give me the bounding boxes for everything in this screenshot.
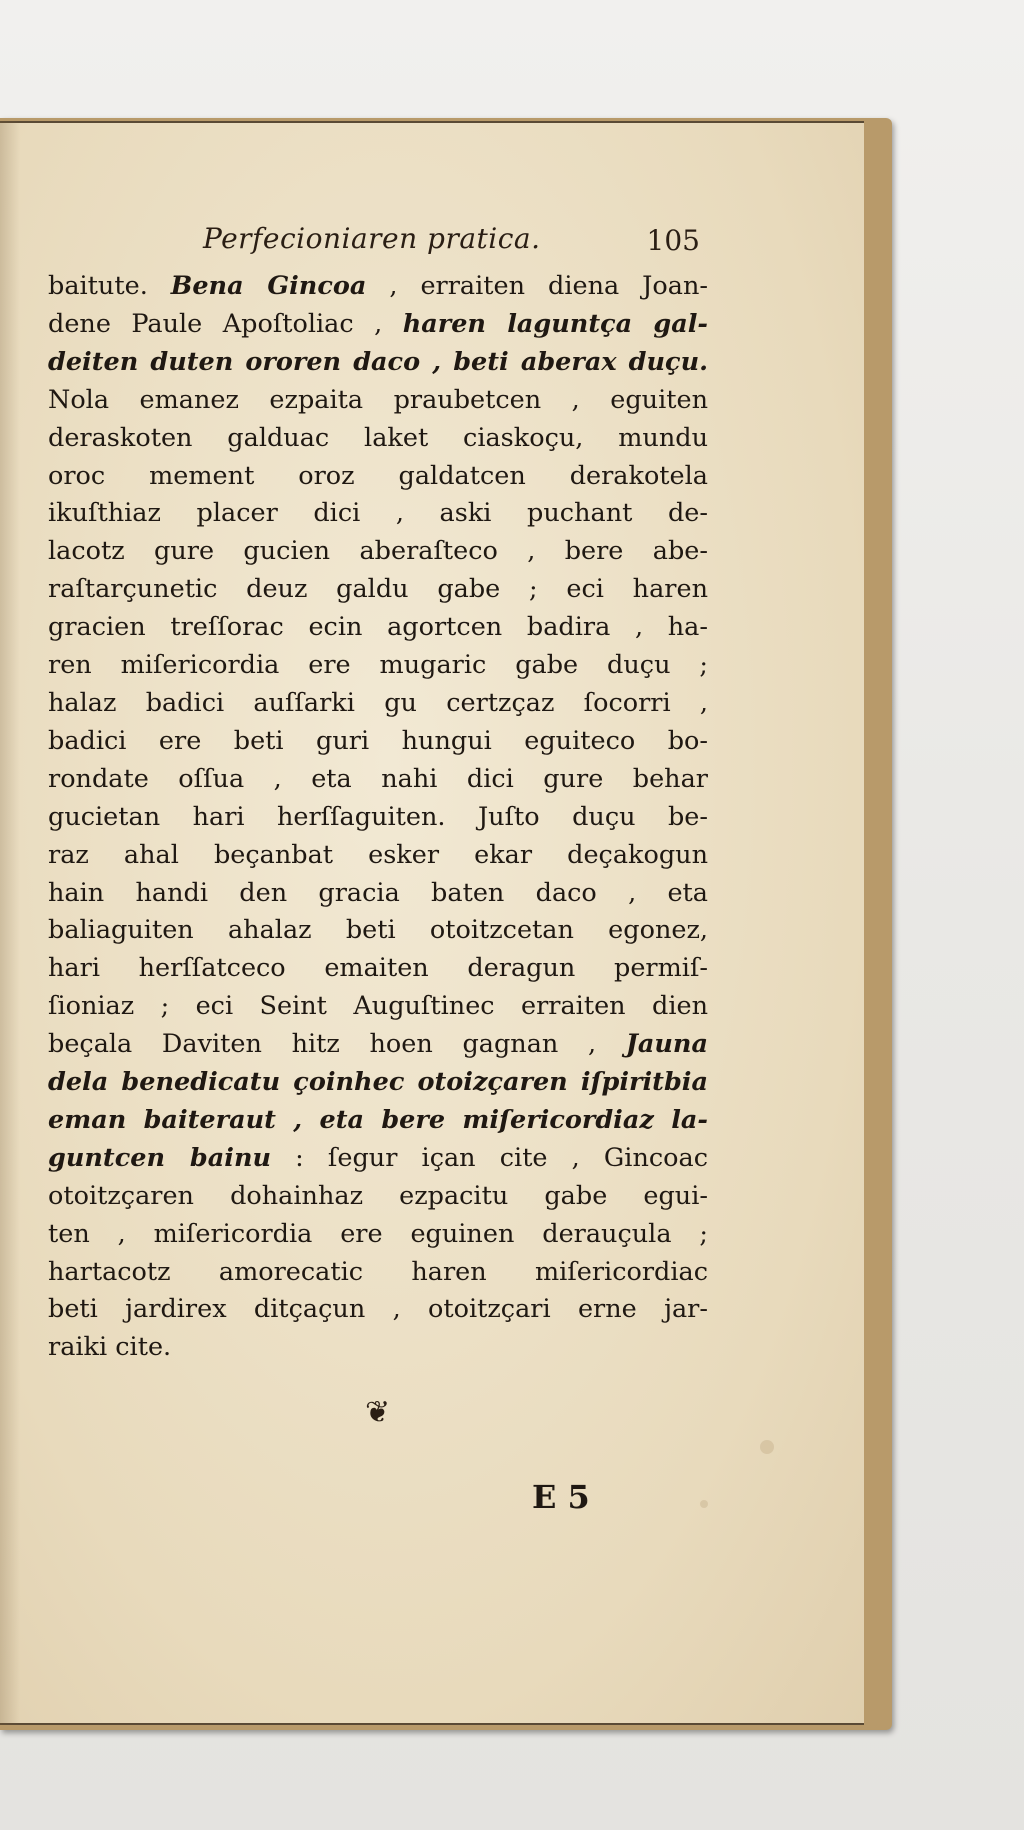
text-line <box>48 344 708 382</box>
text-segment: raſtarçunetic deuz galdu gabe ; eci haren <box>48 574 708 605</box>
text-segment: raiki cite. <box>48 1332 172 1363</box>
text-segment: ten , miſericordia ere eguinen derauçula ; <box>48 1218 708 1249</box>
text-line <box>48 495 708 533</box>
page-header <box>48 222 700 266</box>
text-segment: : ſegur içan cite , Gincoac <box>271 1142 709 1173</box>
text-segment: badici ere beti guri hungui eguiteco bo- <box>48 725 708 756</box>
text-segment: deraskoten galduac laket ciaskoçu, mundu <box>48 422 708 453</box>
running-head: Perfecioniaren pratica. <box>203 222 541 255</box>
text-line <box>48 268 708 306</box>
text-line <box>48 1216 708 1254</box>
text-line <box>48 1140 708 1178</box>
text-segment: ren miſericordia ere mugaric gabe duçu ; <box>48 650 708 681</box>
text-line <box>48 723 708 761</box>
text-segment: rondate oſſua , eta nahi dici gure behar <box>48 763 708 794</box>
text-line <box>48 875 708 913</box>
text-line <box>48 647 708 685</box>
text-line <box>48 988 708 1026</box>
italic-segment: Jauna <box>625 1029 708 1060</box>
text-segment: gracien treſſorac ecin agortcen badira , ha- <box>48 612 708 643</box>
text-line <box>48 685 708 723</box>
text-line <box>48 571 708 609</box>
text-line <box>48 761 708 799</box>
text-segment: oroc mement oroz galdatcen derakotela <box>48 460 708 491</box>
italic-segment: guntcen bainu <box>48 1142 272 1173</box>
italic-segment: deiten duten ororen daco , beti aberax duçu. <box>48 346 708 377</box>
text-line <box>48 950 708 988</box>
text-segment: Nola emanez ezpaita praubetcen , eguiten <box>48 384 708 415</box>
text-segment: , erraiten diena Joan- <box>366 271 708 301</box>
gutter-shadow <box>0 121 20 1725</box>
text-line <box>48 1254 708 1292</box>
signature-mark: E 5 <box>532 1478 590 1516</box>
text-line <box>48 1329 708 1367</box>
text-line <box>48 420 708 458</box>
text-segment: ikuſthiaz placer dici , aski puchant de- <box>48 498 708 529</box>
text-segment: hartacotz amorecatic haren miſericordiac <box>48 1256 708 1287</box>
text-line <box>48 799 708 837</box>
text-segment: lacotz gure gucien aberaſteco , bere abe- <box>48 536 708 567</box>
text-segment: baitute. <box>48 271 171 301</box>
text-line <box>48 458 708 496</box>
italic-segment: dela benedicatu çoinhec otoizçaren iſpiritbia <box>48 1067 708 1098</box>
body-text <box>48 268 708 1367</box>
text-line <box>48 1026 708 1064</box>
text-segment: otoitzçaren dohainhaz ezpacitu gabe egui- <box>48 1180 708 1211</box>
text-line <box>48 1064 708 1102</box>
text-segment: baliaguiten ahalaz beti otoitzcetan egonez, <box>48 915 708 946</box>
paper-stain <box>700 1500 708 1508</box>
text-segment: dene Paule Apoſtoliac , <box>48 308 403 339</box>
paper-stain <box>760 1440 774 1454</box>
text-segment: beti jardirex ditçaçun , otoitzçari erne jar- <box>48 1294 708 1325</box>
text-line <box>48 837 708 875</box>
italic-segment: Bena Gincoa <box>170 271 367 301</box>
page-number: 105 <box>646 224 700 257</box>
italic-segment: eman baiteraut , eta bere miſericordiaz la- <box>48 1104 708 1135</box>
text-segment: gucietan hari herſſaguiten. Juſto duçu be- <box>48 801 708 832</box>
text-segment: hari herſſatceco emaiten deragun permiſ- <box>48 953 708 984</box>
text-segment: halaz badici auſſarki gu certzçaz ſocorri , <box>48 687 708 718</box>
italic-segment: haren laguntça gal- <box>402 308 709 339</box>
text-segment: ſioniaz ; eci Seint Auguſtinec erraiten dien <box>48 991 708 1022</box>
text-line <box>48 609 708 647</box>
text-segment: beçala Daviten hitz hoen gagnan , <box>48 1029 626 1060</box>
text-line <box>48 912 708 950</box>
text-segment: hain handi den gracia baten daco , eta <box>48 877 708 908</box>
text-segment: raz ahal beçanbat esker ekar deçakogun <box>48 839 708 870</box>
text-line <box>48 382 708 420</box>
text-line <box>48 1178 708 1216</box>
text-line <box>48 306 708 344</box>
text-line <box>48 1291 708 1329</box>
text-line <box>48 533 708 571</box>
text-line <box>48 1102 708 1140</box>
ornament-icon: ❦ <box>365 1395 391 1430</box>
